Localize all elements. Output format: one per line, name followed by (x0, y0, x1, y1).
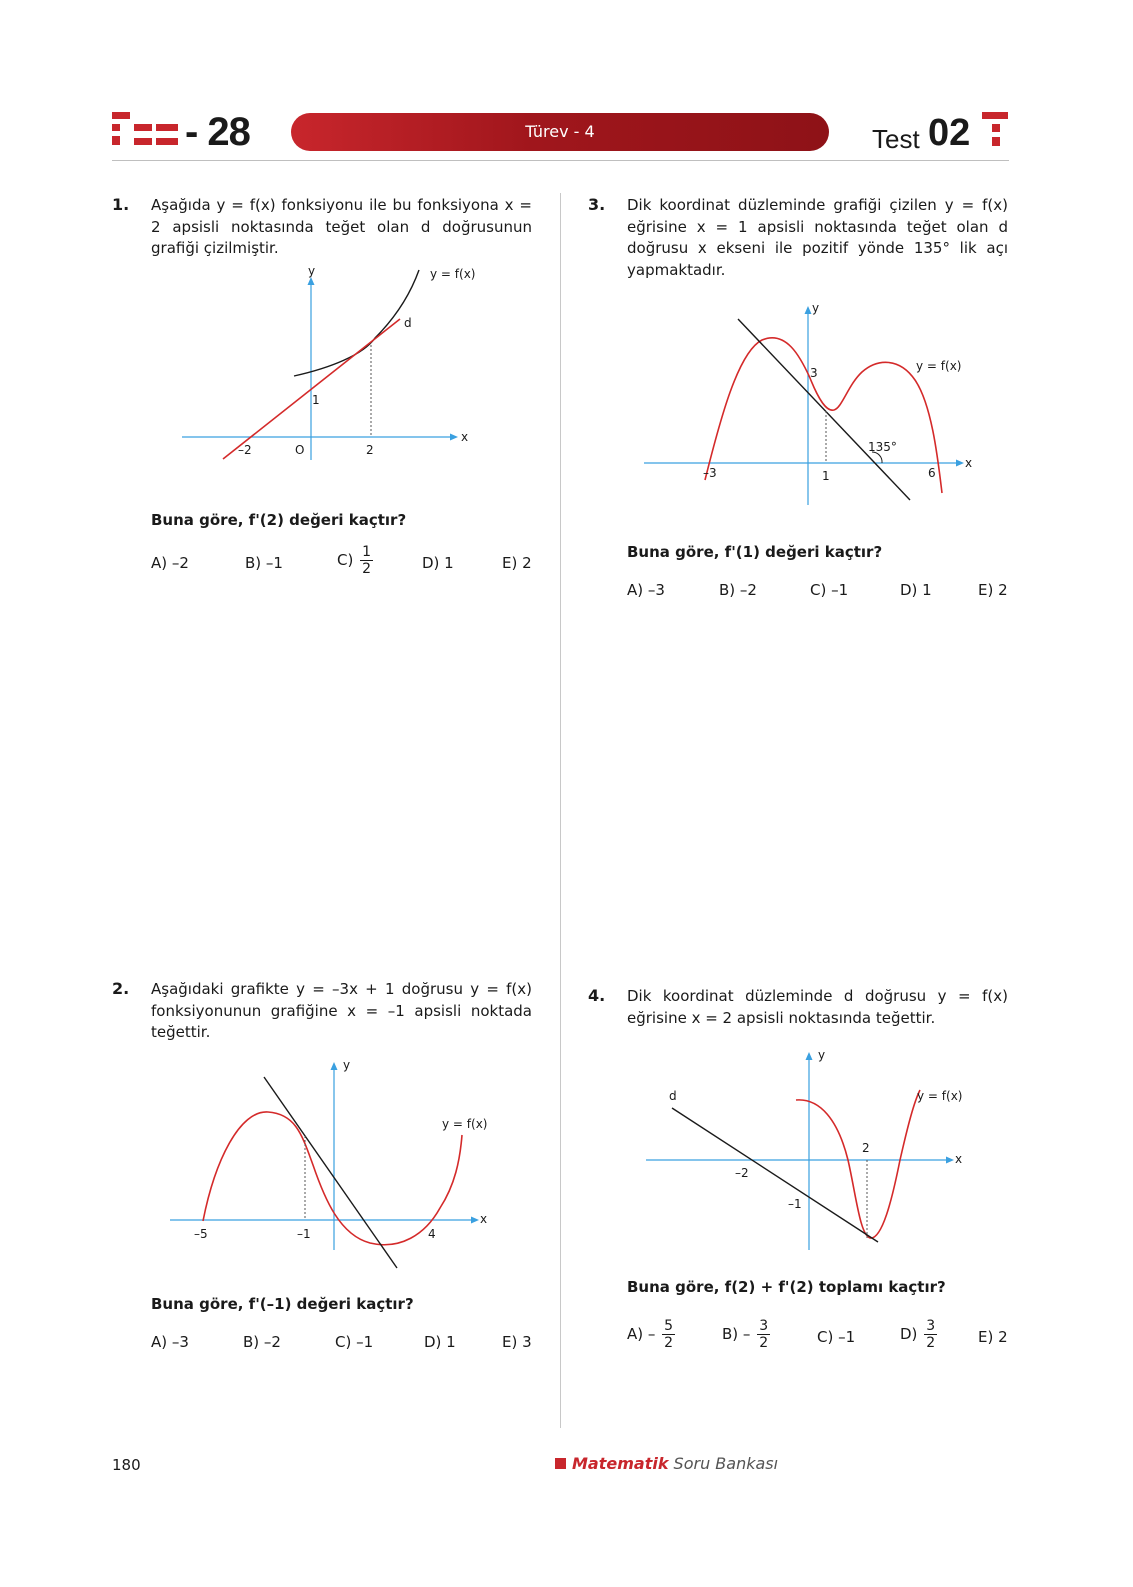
question-3-option-b[interactable]: B) –2 (719, 581, 757, 599)
question-2-option-d[interactable]: D) 1 (424, 1333, 456, 1351)
q4-tick-m2: –2 (735, 1166, 749, 1180)
q1-curve-label: y = f(x) (430, 267, 476, 281)
question-2-option-c[interactable]: C) –1 (335, 1333, 374, 1351)
q2-tick-4: 4 (428, 1227, 436, 1241)
question-3-text: Dik koordinat düzleminde grafiği çizilen y = f(x) eğrisine x = 1 apsisli noktasında teğet olan d doğrusu x ekseni ile pozitif yönde 135° lik açı yapmaktadır. (627, 196, 1008, 279)
q4-b-den: 2 (759, 1335, 769, 1351)
q3-curve-label: y = f(x) (916, 359, 962, 373)
q4-curve-label: y = f(x) (917, 1089, 963, 1103)
q1-line-label: d (404, 316, 412, 330)
page-number: 180 (112, 1456, 141, 1474)
topic-title: Türev - 4 (525, 122, 595, 141)
q3-tick-6: 6 (928, 466, 936, 480)
q4-d-num: 3 (926, 1318, 936, 1334)
question-4-number: 4. (588, 986, 606, 1005)
question-4-option-d[interactable] (900, 1318, 937, 1351)
q4-y-label: y (818, 1048, 826, 1062)
question-1-option-e[interactable]: E) 2 (502, 554, 532, 572)
question-4-option-a[interactable] (627, 1318, 675, 1351)
question-4-ask: Buna göre, f(2) + f'(2) toplamı kaçtır? (627, 1278, 946, 1296)
footer-series-rest: Soru Bankası (668, 1454, 779, 1473)
q1-x-label: x (461, 430, 469, 444)
q3-tick-m3: –3 (703, 466, 717, 480)
question-2-option-a[interactable]: A) –3 (151, 1333, 189, 1351)
question-4-option-c[interactable]: C) –1 (817, 1328, 856, 1346)
q3-tick-1: 1 (822, 469, 830, 483)
q1-tick-2: 2 (366, 443, 374, 457)
question-3-option-c[interactable]: C) –1 (810, 581, 849, 599)
q3-angle-label: 135° (868, 440, 897, 454)
q4-line-label: d (669, 1089, 677, 1103)
q4-a-den: 2 (664, 1335, 674, 1351)
q3-tick-y3: 3 (810, 366, 818, 380)
question-1-option-d[interactable]: D) 1 (422, 554, 454, 572)
q4-a-num: 5 (664, 1318, 674, 1334)
q2-tick-m1: –1 (297, 1227, 311, 1241)
q4-d-prefix: D) (900, 1325, 918, 1343)
q1-c-prefix: C) (337, 551, 354, 569)
question-2-text: Aşağıdaki grafikte y = –3x + 1 doğrusu y = f(x) fonksiyonunun grafiğine x = –1 apsisli noktada teğettir. (151, 980, 532, 1041)
q2-curve-label: y = f(x) (442, 1117, 488, 1131)
q2-y-label: y (343, 1058, 351, 1072)
q4-tick-m1: –1 (788, 1197, 802, 1211)
q1-origin: O (295, 443, 305, 457)
question-4-option-b[interactable] (722, 1318, 770, 1351)
question-2-option-e[interactable]: E) 3 (502, 1333, 532, 1351)
q1-tick-m2: –2 (238, 443, 252, 457)
q1-tick-intercept: 1 (312, 393, 320, 407)
q4-a-prefix: A) – (627, 1325, 656, 1343)
q1-c-num: 1 (362, 544, 372, 560)
question-4-text: Dik koordinat düzleminde d doğrusu y = f(x) eğrisine x = 2 apsisli noktasında teğettir. (627, 987, 1008, 1027)
q4-d-den: 2 (926, 1335, 936, 1351)
q2-x-label: x (480, 1212, 488, 1226)
question-3-ask: Buna göre, f'(1) değeri kaçtır? (627, 543, 883, 561)
question-2-option-b[interactable]: B) –2 (243, 1333, 281, 1351)
q4-tick-2: 2 (862, 1141, 870, 1155)
footer-square-icon (555, 1458, 566, 1469)
q3-x-label: x (965, 456, 973, 470)
question-2-number: 2. (112, 979, 130, 998)
q1-c-den: 2 (362, 561, 372, 577)
question-1-option-a[interactable]: A) –2 (151, 554, 189, 572)
q4-b-num: 3 (759, 1318, 769, 1334)
question-2-ask: Buna göre, f'(–1) değeri kaçtır? (151, 1295, 414, 1313)
q2-tick-m5: –5 (194, 1227, 208, 1241)
question-1-option-b[interactable]: B) –1 (245, 554, 283, 572)
q4-b-prefix: B) – (722, 1325, 751, 1343)
question-1-number: 1. (112, 195, 130, 214)
footer-series (572, 1454, 778, 1473)
footer-series-bold: Matematik (572, 1454, 669, 1473)
question-3-option-e[interactable]: E) 2 (978, 581, 1008, 599)
brand-number: - 28 (185, 110, 250, 154)
question-3-option-d[interactable]: D) 1 (900, 581, 932, 599)
question-3-number: 3. (588, 195, 606, 214)
q1-y-label: y (308, 264, 316, 278)
question-1-text: Aşağıda y = f(x) fonksiyonu ile bu fonksiyona x = 2 apsisli noktasında teğet olan d doğrusunun grafiği çizilmiştir. (151, 196, 532, 257)
q3-y-label: y (812, 301, 820, 315)
test-number: 02 (928, 112, 971, 154)
q4-x-label: x (955, 1152, 963, 1166)
question-4-option-e[interactable]: E) 2 (978, 1328, 1008, 1346)
test-label: Test (872, 124, 920, 154)
question-3-option-a[interactable]: A) –3 (627, 581, 665, 599)
question-1-ask: Buna göre, f'(2) değeri kaçtır? (151, 511, 407, 529)
